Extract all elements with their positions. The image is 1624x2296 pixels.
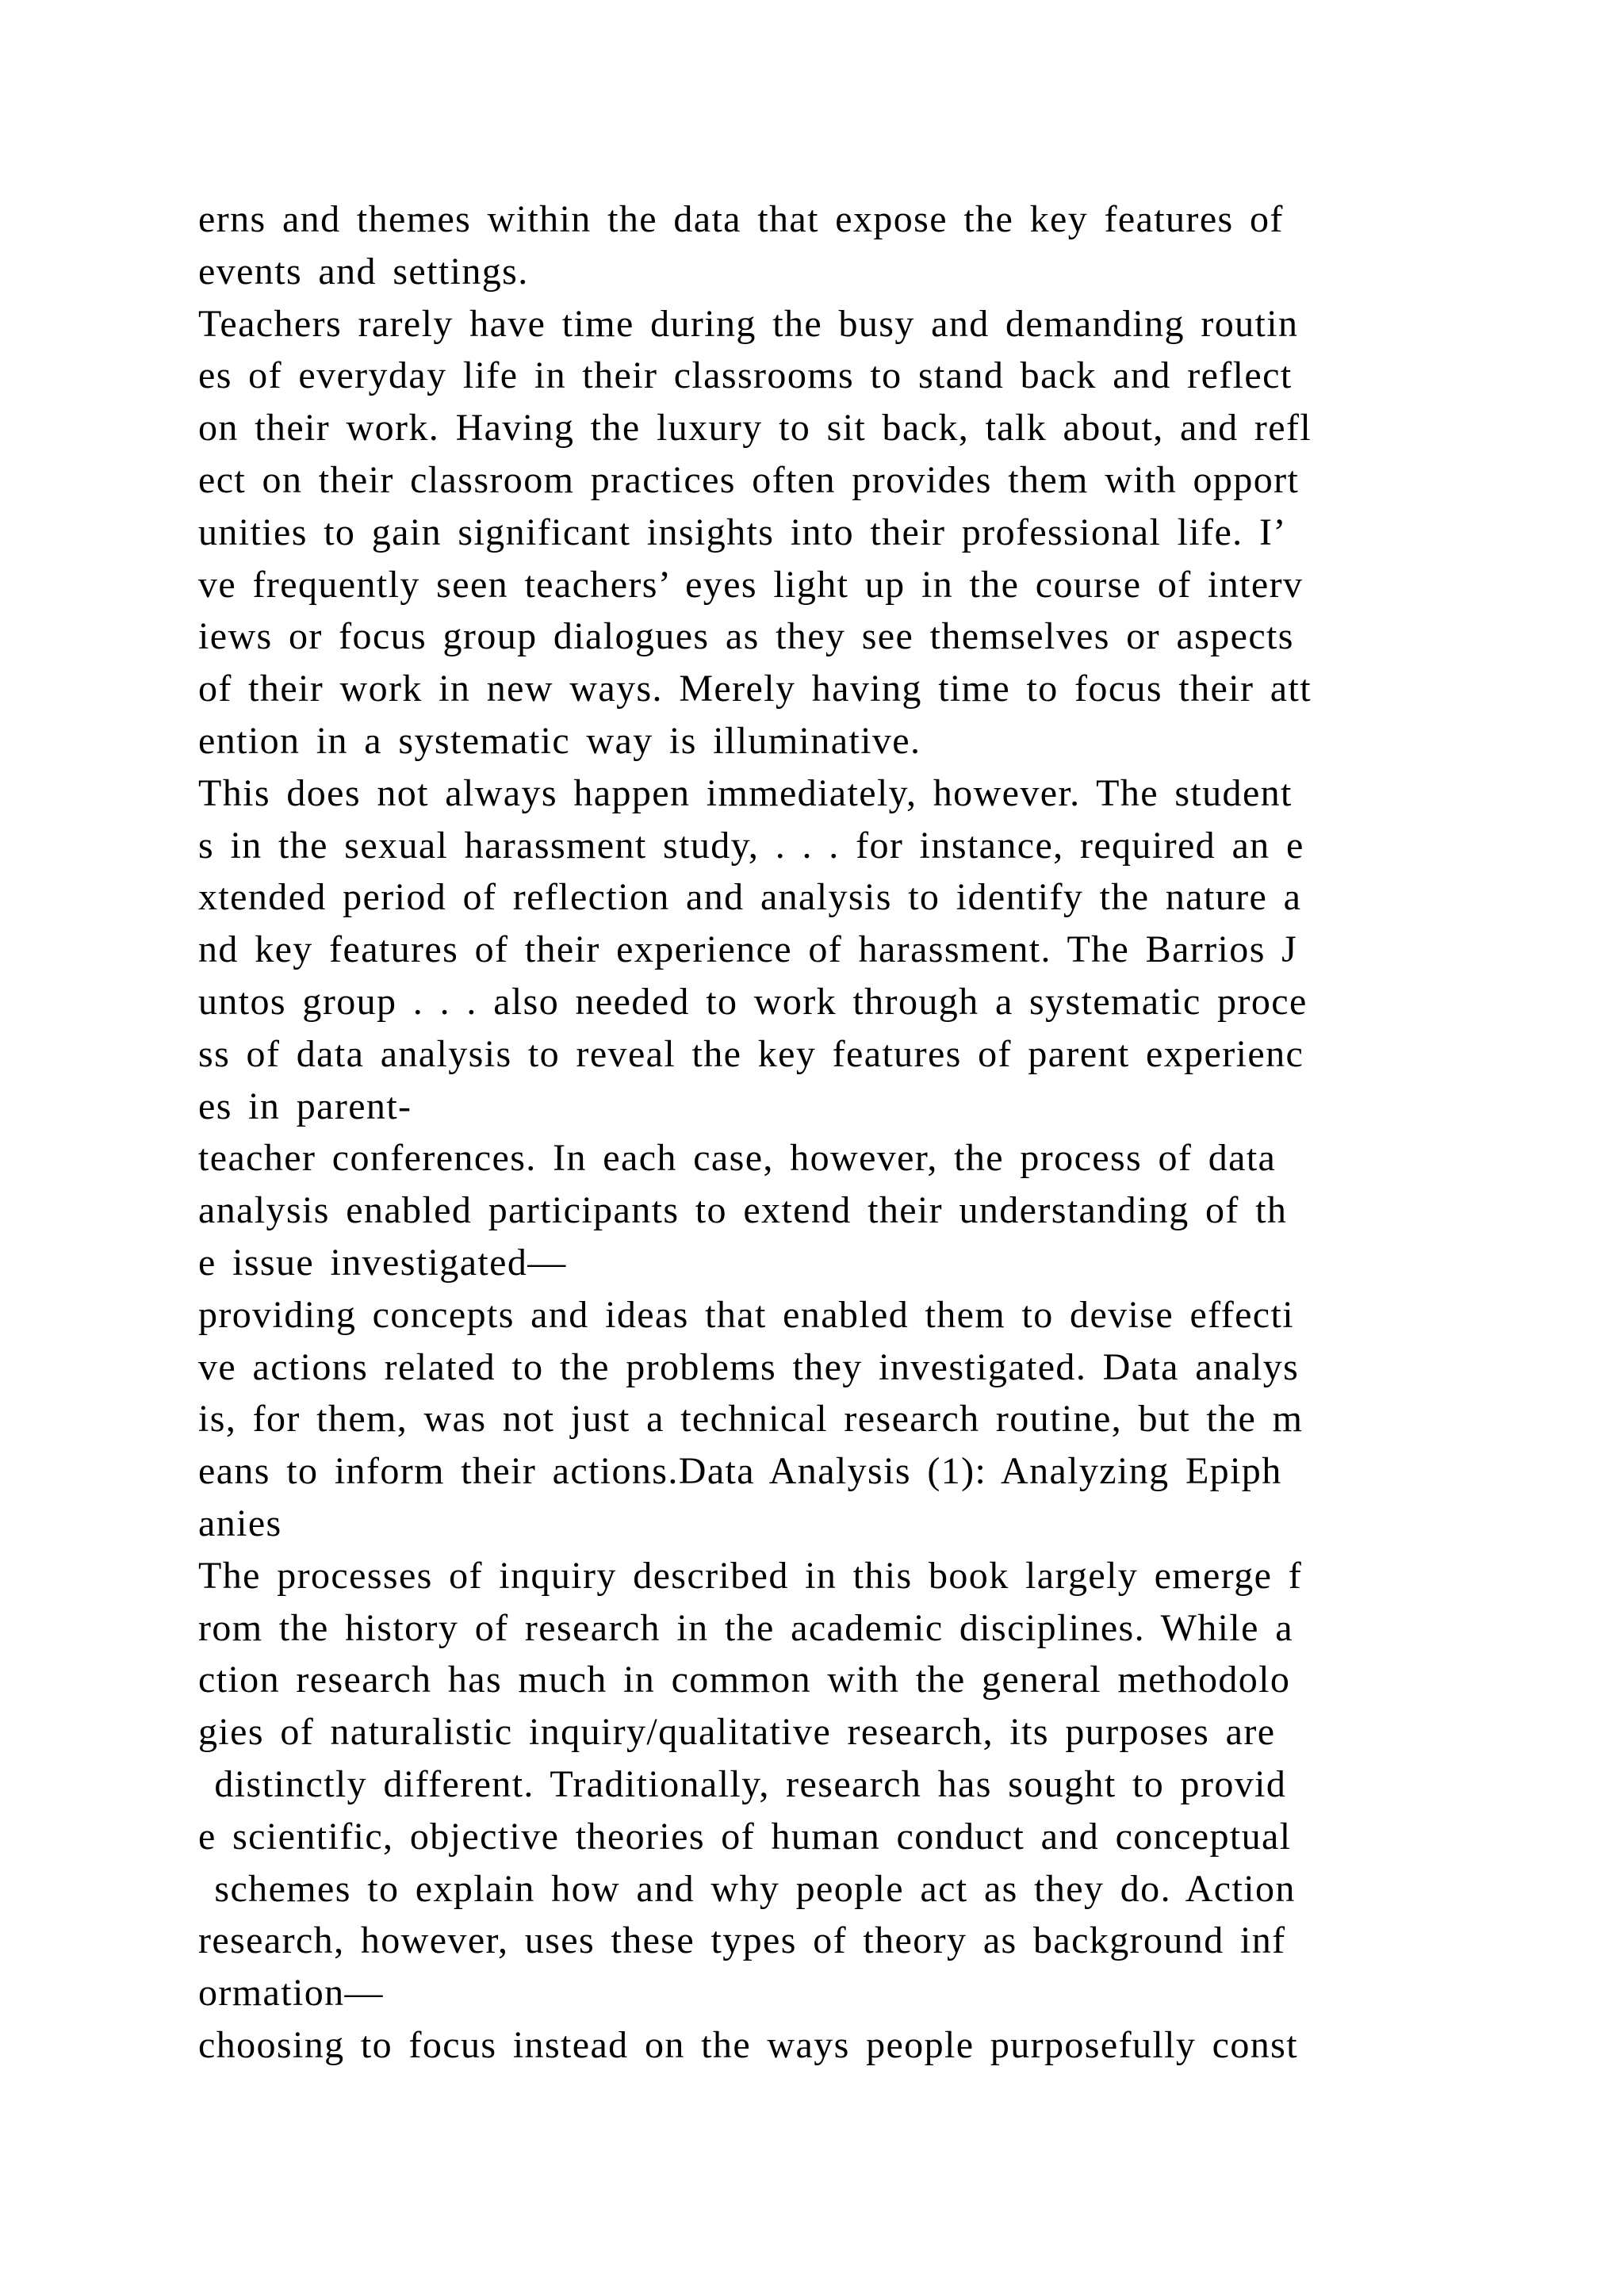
text-line: providing concepts and ideas that enabled them to devise effecti [198,1293,1294,1336]
text-line: iews or focus group dialogues as they see themselves or aspects [198,615,1294,658]
text-line: xtended period of reflection and analysis to identify the nature a [198,876,1302,919]
text-line: e issue investigated— [198,1241,567,1284]
text-line: rom the history of research in the academic disciplines. While a [198,1606,1293,1649]
text-line: anies [198,1502,282,1544]
text-line: analysis enabled participants to extend their understanding of th [198,1189,1288,1232]
text-line: untos group . . . also needed to work through a systematic proce [198,980,1308,1023]
text-line: ve frequently seen teachers’ eyes light up in the course of interv [198,563,1304,606]
text-line: eans to inform their actions.Data Analysis (1): Analyzing Epiph [198,1450,1282,1493]
text-line: teacher conferences. In each case, however, the process of data [198,1137,1277,1180]
text-line: ction research has much in common with the general methodolo [198,1659,1291,1701]
text-line: The processes of inquiry described in this book largely emerge f [198,1554,1303,1597]
body-text [198,193,1451,2072]
text-line: ss of data analysis to reveal the key features of parent experienc [198,1032,1304,1075]
text-line: ve actions related to the problems they investigated. Data analys [198,1345,1300,1388]
text-line: ention in a systematic way is illuminative. [198,719,921,762]
text-line: ormation— [198,1972,384,2015]
text-line: choosing to focus instead on the ways people purposefully const [198,2023,1298,2066]
text-line: on their work. Having the luxury to sit back, talk about, and refl [198,407,1312,450]
text-line: unities to gain significant insights into their professional life. I’ [198,511,1287,553]
text-line: is, for them, was not just a technical research routine, but the m [198,1398,1304,1441]
text-line: This does not always happen immediately, however. The student [198,771,1293,814]
text-line: es of everyday life in their classrooms to stand back and reflect [198,354,1293,397]
text-line: events and settings. [198,250,529,293]
text-line: ect on their classroom practices often provides them with opport [198,458,1300,501]
text-line: s in the sexual harassment study, . . . for instance, required an e [198,824,1304,867]
text-line: distinctly different. Traditionally, research has sought to provid [198,1762,1287,1805]
text-line: gies of naturalistic inquiry/qualitative research, its purposes are [198,1711,1276,1754]
text-line: erns and themes within the data that expose the key features of [198,198,1284,240]
text-line: of their work in new ways. Merely having time to focus their att [198,668,1312,710]
text-line: es in parent- [198,1085,412,1127]
text-line: e scientific, objective theories of human conduct and conceptual [198,1815,1292,1858]
text-line: nd key features of their experience of harassment. The Barrios J [198,928,1298,971]
text-line: research, however, uses these types of theory as background inf [198,1919,1286,1962]
text-line: Teachers rarely have time during the busy and demanding routin [198,302,1299,345]
text-line: schemes to explain how and why people act as they do. Action [198,1867,1296,1910]
